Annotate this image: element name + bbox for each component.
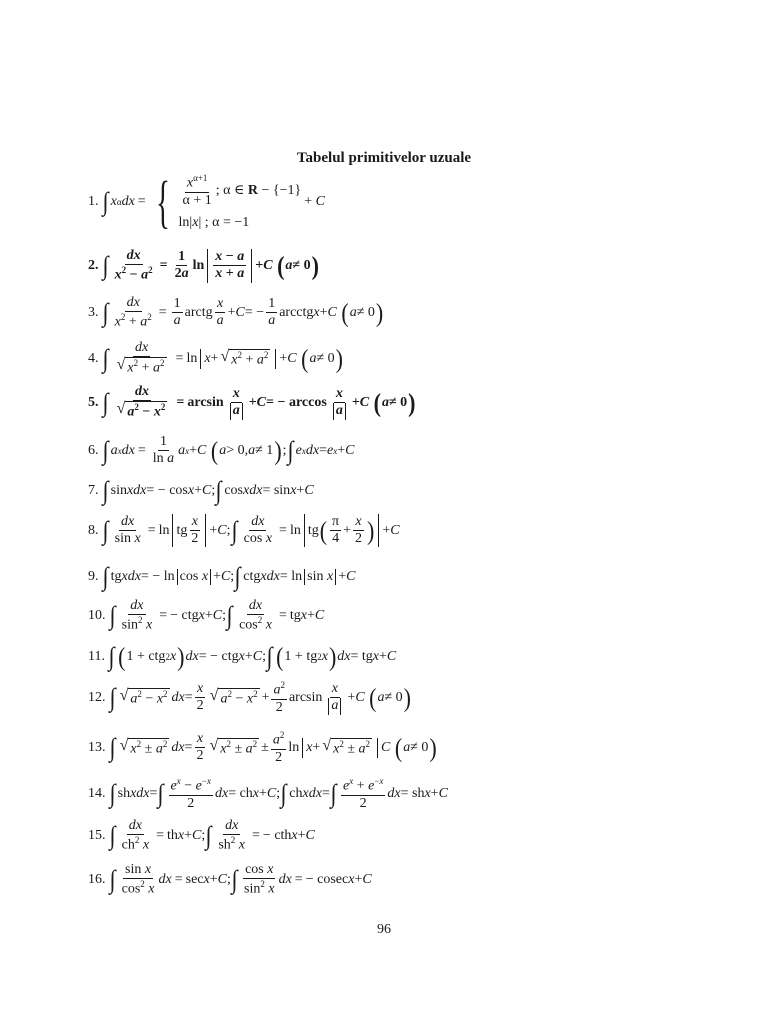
formula-number: 8. <box>88 522 99 538</box>
formula-10: 10. ∫ $\frac{dx}{\sin^2 x}$ = − ctg x + C ; ∫ $\frac{dx}{\cos^2 x}$ = tg x + C <box>88 598 325 633</box>
formula-number: 3. <box>88 304 99 320</box>
formula-number: 13. <box>88 739 106 755</box>
page-title: Tabelul primitivelor uzuale <box>296 150 472 166</box>
formula-number: 9. <box>88 569 99 584</box>
formula-7: 7. ∫ sin xdx = − cos x + C ; ∫ cos xdx = sin x + C <box>88 476 314 505</box>
formula-6: 6. ∫ a x dx = $\frac{1}{\text{ln a}}$ a x + C ( a > 0, a ≠ 1 ) ; ∫ e x dx = e x + C <box>88 434 355 467</box>
formula-16: 16. ∫ $\frac{\text{sin x}}{\cos^2 x}$ dx = sec x + C ; ∫ $\frac{\text{cos x}}{\sin^2 x}$ dx = − cosec x + C <box>88 862 372 897</box>
formula-1: 1. ∫ x α dx = { $\frac{x^{\alpha+1}}{\alpha + 1}$ ; α ∈ R − {−1} ln|x| ; α = −1 + C <box>88 169 325 234</box>
page-number: 96 <box>377 922 391 937</box>
formula-number: 4. <box>88 350 99 366</box>
formula-number: 6. <box>88 442 99 458</box>
formula-11: 11. ∫ ( 1 + ctg 2 x ) dx = − ctg x + C ; ∫ ( 1 + tg 2 x ) dx = tg x + C <box>88 641 397 672</box>
formula-15: 15. ∫ $\frac{dx}{ch^2 x}$ = th x + C ; ∫ $\frac{dx}{sh^2 x}$ = − cth x + C <box>88 818 315 853</box>
formula-8: 8. ∫ $\frac{dx}{\text{sin x}}$ = ln tg $\frac{x}{2}$ + C ; ∫ $\frac{dx}{\text{cos x}}$ = ln tg ( $\frac{\pi}{4}$ + $\frac{x}{2}$ ) + C <box>88 514 400 547</box>
formula-13: 13. ∫ √ $x^2 \pm a^2$ dx = $\frac{x}{2}$ √ $x^2 \pm a^2$ ± $\frac{a^2}{2}$ ln x + √ $x^2 \pm a^2$ C ( a ≠ 0 ) <box>88 730 437 765</box>
formula-number: 1. <box>88 194 99 209</box>
formula-number: 12. <box>88 689 106 705</box>
formula-14: 14. ∫ sh xdx = ∫ $\frac{e^x - e^{-x}}{2}$ dx = ch x + C ; ∫ ch xdx = ∫ $\frac{e^x + e^{-x}}{2}$ dx = sh x + C <box>88 776 448 811</box>
formula-12: 12. ∫ √ $a^2 - x^2$ dx = $\frac{x}{2}$ √ $a^2 - x^2$ + $\frac{a^2}{2}$ arcsin $\frac{x}{a}$ + C ( a ≠ 0 ) <box>88 680 411 715</box>
formula-number: 11. <box>88 649 105 664</box>
formula-3: 3. ∫ $\frac{dx}{x^2 + a^2}$ = $\frac{1}{a}$ arctg $\frac{x}{a}$ + C = − $\frac{1}{a}$ arcctg x + C ( a ≠ 0 ) <box>88 295 384 330</box>
formula-number: 2. <box>88 257 99 273</box>
formula-9: 9. ∫ tg xdx = − ln cos x + C ; ∫ ctg xdx = ln sin x + C <box>88 562 356 591</box>
formula-number: 14. <box>88 785 106 801</box>
formula-2: 2. ∫ $\frac{dx}{x^2 - a^2}$ = $\frac{1}{2a}$ ln $\frac{x - a}{x + a}$ + C ( a ≠ 0 ) <box>88 248 319 283</box>
formula-4: 4. ∫ dx √ $x^2 + a^2$ = ln x + √ $x^2 + a^2$ + C ( a ≠ 0 ) <box>88 340 343 376</box>
formula-number: 15. <box>88 827 106 843</box>
formula-number: 16. <box>88 871 106 887</box>
formula-number: 7. <box>88 483 99 498</box>
formula-number: 5. <box>88 394 99 410</box>
formula-5: 5. ∫ dx √ $a^2 - x^2$ = arcsin $\frac{x}{a}$ + C = − arccos $\frac{x}{a}$ + C ( a ≠ 0 ) <box>88 384 416 420</box>
formula-number: 10. <box>88 607 106 623</box>
